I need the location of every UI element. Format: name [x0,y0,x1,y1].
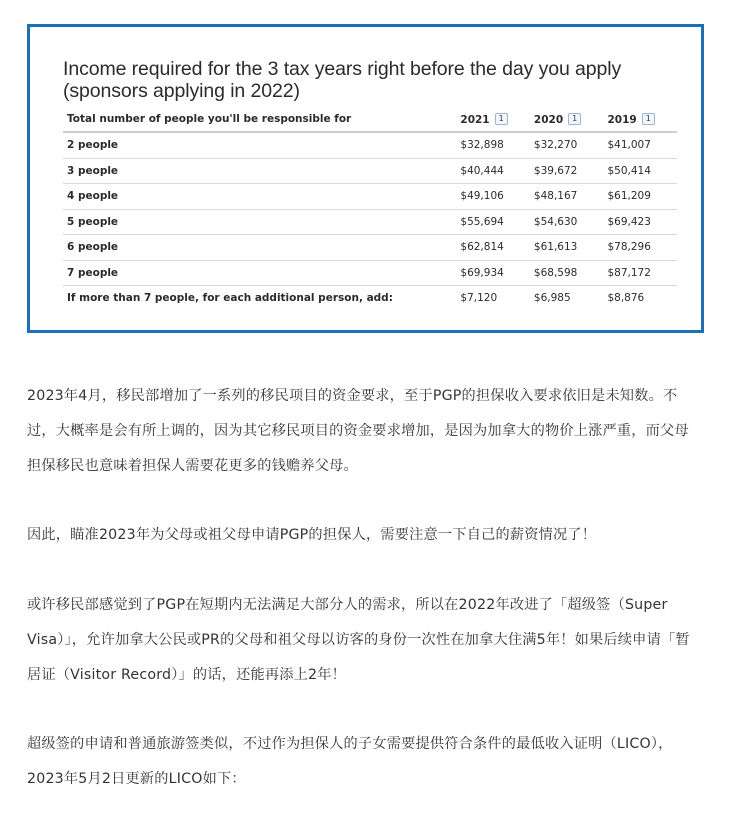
income-value: $39,672 [530,158,604,184]
income-value: $50,414 [603,158,677,184]
row-label: 7 people [63,260,456,286]
article-paragraph: 2023年4月，移民部增加了一系列的移民项目的资金要求，至于PGP的担保收入要求依旧是未知数。不过，大概率是会有所上调的，因为其它移民项目的资金要求增加，是因为加拿大的物价上涨严重，而父母担保移民也意味着担保人需要花更多的钱赡养父母。 [27,388,689,474]
article-paragraph: 超级签的申请和普通旅游签类似，不过作为担保人的子女需要提供符合条件的最低收入证明（LICO），2023年5月2日更新的LICO如下： [27,736,673,787]
income-value: $32,270 [530,132,604,158]
table-row [63,260,677,286]
header-year-2021 [456,107,530,132]
row-label: 3 people [63,158,456,184]
income-value: $78,296 [603,235,677,261]
income-value: $8,876 [607,292,645,305]
row-label: 5 people [63,209,456,235]
footnote-link[interactable]: 1 [495,113,508,125]
income-value: $61,209 [603,184,677,210]
table-row [63,209,677,235]
income-value: $68,598 [530,260,604,286]
income-value: $87,172 [603,260,677,286]
year-label: 2021 [460,113,490,126]
income-value: $7,120 [460,292,498,305]
header-year-2020 [530,107,604,132]
table-row [63,184,677,210]
income-value: $62,814 [456,235,530,261]
income-requirements-table [63,107,677,311]
table-header-row [63,107,677,132]
income-value: $32,898 [456,132,530,158]
row-label: If more than 7 people, for each additional person, add: [67,292,393,305]
table-title: Income required for the 3 tax years right before the day you apply (sponsors applying in 2022) [63,58,622,102]
income-value: $49,106 [456,184,530,210]
income-value: $48,167 [530,184,604,210]
income-value: $40,444 [456,158,530,184]
income-value: $61,613 [530,235,604,261]
income-value: $69,934 [456,260,530,286]
row-label: 2 people [63,132,456,158]
article-paragraph: 或许移民部感觉到了PGP在短期内无法满足大部分人的需求，所以在2022年改进了「超级签（Super Visa）」，允许加拿大公民或PR的父母和祖父母以访客的身份一次性在加拿大住满5年！如果后续申请「暂居证（Visitor Record）」的话，还能再添上2年！ [27,597,690,683]
table-row [63,235,677,261]
income-value: $55,694 [456,209,530,235]
year-label: 2020 [533,113,564,126]
header-year-2019 [603,107,677,132]
income-value: $69,423 [603,209,677,235]
row-label: 4 people [63,184,456,210]
header-people-count: Total number of people you'll be responsible for [63,107,456,132]
row-label: 6 people [63,235,456,261]
income-value: $6,985 [533,292,571,305]
footnote-link[interactable]: 1 [568,113,581,125]
income-table-card [27,24,704,333]
income-value: $54,630 [530,209,604,235]
table-row [63,132,677,158]
footnote-link[interactable]: 1 [642,113,655,125]
article-paragraph: 因此，瞄准2023年为父母或祖父母申请PGP的担保人，需要注意一下自己的薪资情况了！ [27,527,597,543]
table-row [63,158,677,184]
year-label: 2019 [607,113,637,126]
table-row [63,286,677,311]
income-value: $41,007 [603,132,677,158]
